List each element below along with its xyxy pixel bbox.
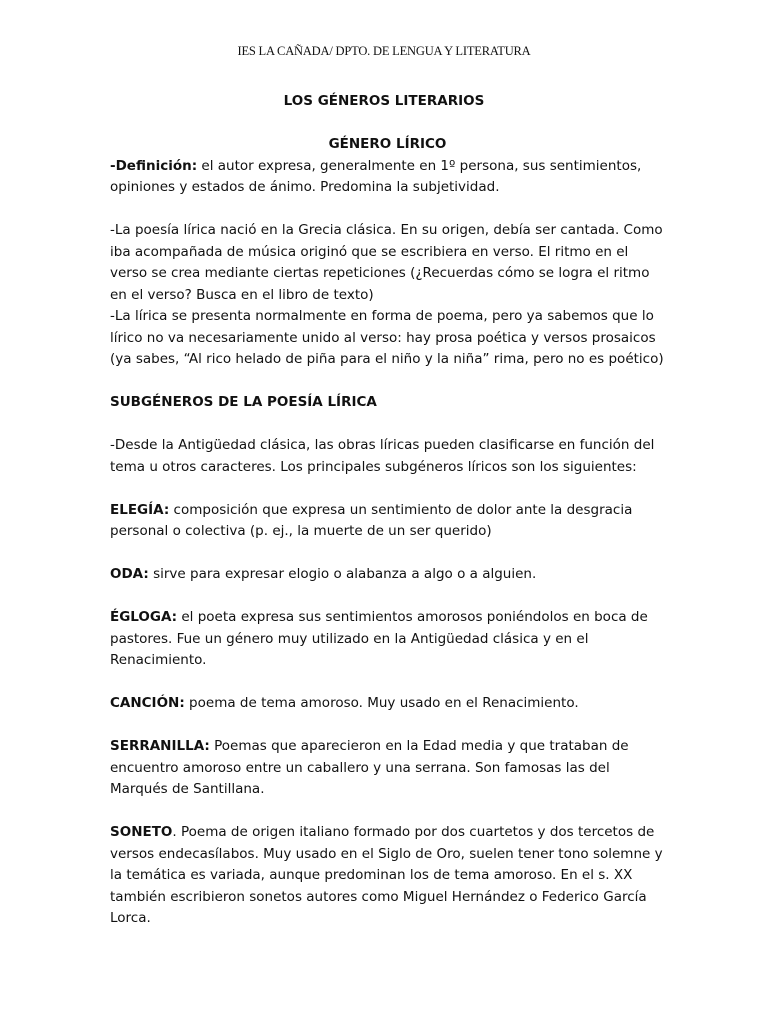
- subgenre-term: ODA:: [110, 566, 149, 582]
- paragraph-origin: -La poesía lírica nació en la Grecia clásica. En su origen, debía ser cantada. Como iba acompañada de música originó que se escribiera en verso. El ritmo en el verso se crea mediante ciertas repeticiones (¿Recuerdas cómo se logra el ritmo en el verso? Busca en el libro de texto): [110, 222, 663, 303]
- subgenre-text: Poemas que aparecieron en la Edad media y que trataban de encuentro amoroso entre un caballero y una serrana. Son famosas las del Marqués de Santillana.: [110, 738, 629, 797]
- spacer: [110, 715, 665, 737]
- spacer: [110, 371, 665, 393]
- section-heading-genero-lirico: GÉNERO LÍRICO: [328, 136, 447, 152]
- subgenre-soneto: [110, 822, 665, 930]
- spacer: [110, 586, 665, 608]
- document-body: [110, 134, 665, 930]
- spacer: [110, 801, 665, 823]
- definition-text: el autor expresa, generalmente en 1º persona, sus sentimientos, opiniones y estados de ánimo. Predomina la subjetividad.: [110, 157, 642, 195]
- spacer: [110, 199, 665, 221]
- subgenre-serranilla: [110, 736, 665, 801]
- subgenre-cancion: [110, 693, 665, 715]
- paragraph-form: -La lírica se presenta normalmente en forma de poema, pero ya sabemos que lo lírico no va necesariamente unido al verso: hay prosa poética y versos prosaicos (ya sabes, “Al rico helado de piña para el niño y la niña” rima, pero no es poético): [110, 308, 664, 367]
- subgenre-text: el poeta expresa sus sentimientos amorosos poniéndolos en boca de pastores. Fue un género muy utilizado en la Antigüedad clásica y en el Renacimiento.: [110, 609, 648, 668]
- definition-paragraph: [110, 156, 665, 199]
- subgenre-text: composición que expresa un sentimiento de dolor ante la desgracia personal o colectiva (p. ej., la muerte de un ser querido): [110, 501, 633, 539]
- section-heading-subgeneros: SUBGÉNEROS DE LA POESÍA LÍRICA: [110, 394, 377, 410]
- subgenre-term: ELEGÍA:: [110, 501, 170, 518]
- subgenre-text: . Poema de origen italiano formado por dos cuartetos y dos tercetos de versos endecasílabos. Muy usado en el Siglo de Oro, suelen tener tono solemne y la temática es variada, aunque predominan los de tema amoroso. En el s. XX también escribieron sonetos autores como Miguel Hernández o Federico García Lorca.: [110, 824, 663, 926]
- spacer: [110, 672, 665, 694]
- subgeneros-intro: -Desde la Antigüedad clásica, las obras líricas pueden clasificarse en función del tema u otros caracteres. Los principales subgéneros líricos son los siguientes:: [110, 437, 655, 475]
- subgenre-egloga: [110, 607, 665, 672]
- page-header: IES LA CAÑADA/ DPTO. DE LENGUA Y LITERATURA: [237, 44, 531, 58]
- subgenre-term: SERRANILLA:: [110, 738, 210, 754]
- subgenre-term: SONETO: [110, 824, 173, 840]
- spacer: [110, 478, 665, 500]
- subgenre-text: poema de tema amoroso. Muy usado en el Renacimiento.: [184, 695, 579, 711]
- document-title: LOS GÉNEROS LITERARIOS: [283, 93, 485, 109]
- definition-label: -Definición:: [110, 157, 198, 174]
- subgenre-oda: [110, 564, 665, 586]
- subgenre-elegia: [110, 500, 665, 543]
- subgenre-term: CANCIÓN:: [110, 695, 185, 711]
- spacer: [110, 543, 665, 565]
- subgenre-text: sirve para expresar elogio o alabanza a algo o a alguien.: [148, 566, 537, 582]
- spacer: [110, 414, 665, 436]
- subgenre-term: ÉGLOGA:: [110, 609, 178, 625]
